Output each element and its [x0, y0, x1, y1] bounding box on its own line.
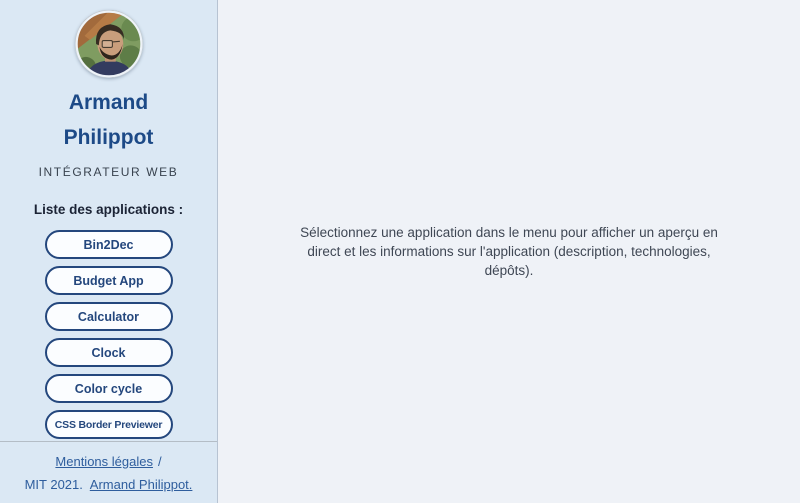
app-button-bin2dec[interactable]: Bin2Dec [45, 230, 173, 259]
portrait-photo-icon [75, 10, 143, 78]
main-panel [218, 0, 800, 503]
profile-role: INTÉGRATEUR WEB [38, 165, 179, 179]
profile-name [0, 92, 217, 148]
footer-license-line [25, 477, 193, 492]
app-button-calculator[interactable]: Calculator [45, 302, 173, 331]
apps-list-heading: Liste des applications : [33, 202, 184, 217]
empty-state-message: Sélectionnez une application dans le menu pour afficher un aperçu en direct et les informations sur l'application (description, technologies, dépôts). [300, 225, 718, 278]
app-button-color-cycle[interactable]: Color cycle [45, 374, 173, 403]
app-button-clock[interactable]: Clock [45, 338, 173, 367]
app-button-budget-app[interactable]: Budget App [45, 266, 173, 295]
app-button-css-border-previewer[interactable]: CSS Border Previewer [45, 410, 173, 439]
app-list [0, 230, 217, 475]
avatar [75, 10, 143, 78]
sidebar-footer [0, 441, 217, 503]
sidebar [0, 0, 218, 503]
profile-name-line2: Philippot [63, 126, 154, 149]
profile-name-line1: Armand [68, 91, 149, 114]
license-text: MIT 2021. [24, 476, 83, 492]
author-link[interactable]: Armand Philippot. [89, 476, 193, 492]
footer-legal-line [55, 454, 161, 469]
legal-link[interactable]: Mentions légales [55, 453, 153, 469]
footer-separator: / [157, 453, 162, 469]
